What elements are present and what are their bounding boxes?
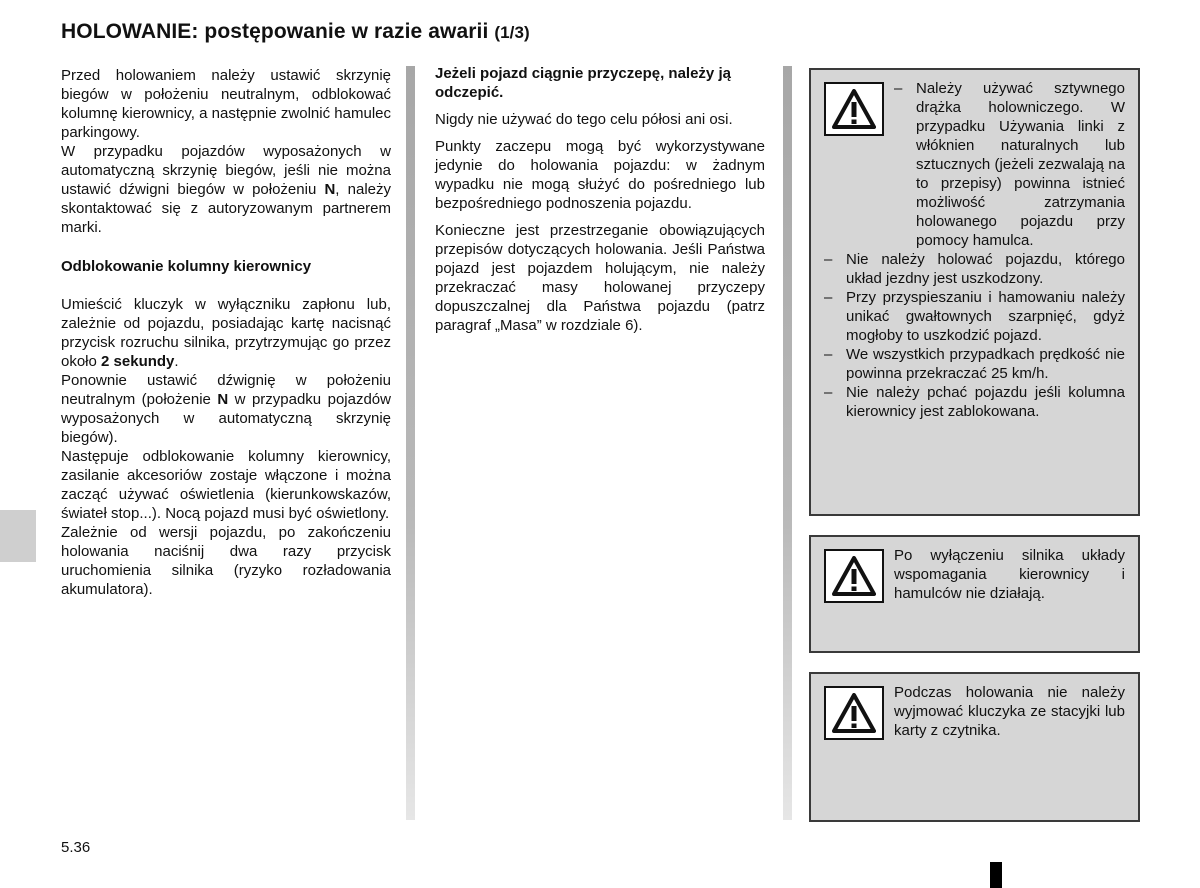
paragraph: Umieścić kluczyk w wyłączniku zapłonu lub, zależnie od pojazdu, posiadając kartę nacisnąć przycisk rozruchu silnika, przytrzymując go przez około 2 sekundy.: [61, 296, 391, 370]
section-end-marker: [990, 862, 1002, 888]
title-text: HOLOWANIE: postępowanie w razie awarii: [61, 20, 489, 43]
paragraph: Ponownie ustawić dźwignię w położeniu neutralnym (położenie N w przypadku pojazdów wyposażonych w automatyczną skrzynię biegów).: [61, 372, 391, 446]
warning-list-item: – Nie należy holować pojazdu, którego układ jezdny jest uszkodzony.: [824, 251, 1125, 287]
paragraph: Konieczne jest przestrzeganie obowiązujących przepisów dotyczących holowania. Jeśli Państwa pojazd jest pojazdem holującym, nie należy przekraczać masy holowanej przyczepy dopuszczalnej dla Państwa pojazdu (patrz paragraf „Masa” w rozdziale 6).: [435, 222, 765, 334]
warning-box-key: [809, 672, 1140, 822]
warning-text: Podczas holowania nie należy wyjmować kluczyka ze stacyjki lub karty z czytnika.: [894, 684, 1125, 739]
title-page-indicator: (1/3): [494, 23, 530, 42]
warning-box-towing: [809, 68, 1140, 516]
warning-list-item: – Należy używać sztywnego drążka holowniczego. W przypadku Używania linki z włóknien naturalnych lub sztucznych (jeżeli zezwalają na to przepisy) powinna istnieć możliwość zatrzymania holowanego pojazdu przy pomocy hamulca.: [894, 80, 1125, 249]
warning-list-item: – Przy przyspieszaniu i hamowaniu należy unikać gwałtownych szarpnięć, gdyż mogłoby to uszkodzić pojazd.: [824, 289, 1125, 344]
paragraph: Punkty zaczepu mogą być wykorzystywane jedynie do holowania pojazdu: w żadnym wypadku nie mogą służyć do pośredniego lub bezpośredniego podnoszenia pojazdu.: [435, 138, 765, 212]
warning-list-item: – Nie należy pchać pojazdu jeśli kolumna kierownicy jest zablokowana.: [824, 384, 1125, 420]
column-divider-right: [783, 66, 792, 820]
page-title: [61, 20, 530, 44]
warning-list-item: – We wszystkich przypadkach prędkość nie powinna przekraczać 25 km/h.: [824, 346, 1125, 382]
page-number: 5.36: [61, 839, 91, 856]
paragraph: Zależnie od wersji pojazdu, po zakończeniu holowania naciśnij dwa razy przycisk uruchomienia silnika (ryzyko rozładowania akumulatora).: [61, 524, 391, 598]
warning-text: Po wyłączeniu silnika układy wspomagania kierownicy i hamulców nie działają.: [894, 547, 1125, 602]
paragraph: Następuje odblokowanie kolumny kierownicy, zasilanie akcesoriów zostaje włączone i można zacząć używać oświetlenia (kierunkowskazów, świateł stop...). Nocą pojazd musi być oświetlony.: [61, 448, 391, 522]
text-column-2: [435, 64, 765, 335]
section-heading: Odblokowanie kolumny kierownicy: [61, 258, 312, 275]
paragraph: Nigdy nie używać do tego celu półosi ani osi.: [435, 111, 733, 128]
chapter-tab: [0, 510, 36, 562]
warning-text: [824, 79, 1125, 421]
paragraph: W przypadku pojazdów wyposażonych w automatyczną skrzynię biegów, jeśli nie można ustawić dźwigni biegów w położeniu N, należy skontaktować się z autoryzowanym partnerem marki.: [61, 143, 391, 236]
warning-box-power-steering: [809, 535, 1140, 653]
section-heading: Jeżeli pojazd ciągnie przyczepę, należy ją odczepić.: [435, 65, 731, 101]
paragraph: Przed holowaniem należy ustawić skrzynię biegów w położeniu neutralnym, odblokować kolumnę kierownicy, a następnie zwolnić hamulec parkingowy.: [61, 67, 391, 141]
column-divider-left: [406, 66, 415, 820]
text-column-1: [61, 66, 391, 599]
